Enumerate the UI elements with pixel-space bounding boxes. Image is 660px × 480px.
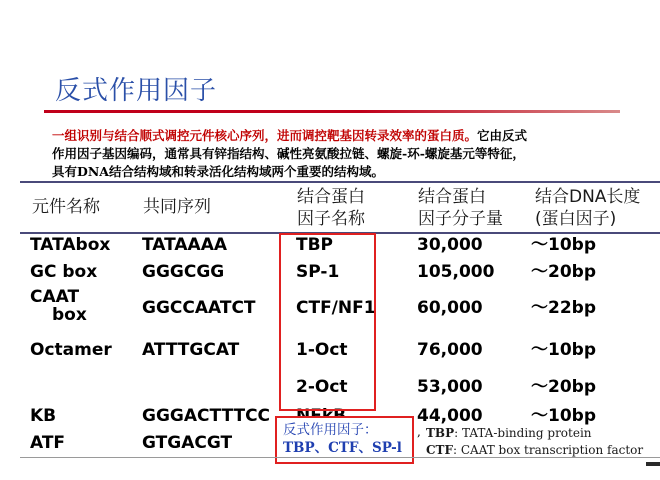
factor-highlight-box [279, 233, 376, 411]
intro-paragraph [52, 127, 632, 181]
header-len-l1: 结合DNA长度 [535, 187, 641, 207]
table-cell-mw: 76,000 [417, 340, 483, 360]
legend-ctf-desc: : CAAT box transcription factor [453, 443, 644, 457]
legend-separator: , [417, 425, 421, 439]
table-top-rule [20, 181, 660, 183]
table-cell-mw: 53,000 [417, 377, 483, 397]
header-mw-l1: 结合蛋白 [418, 187, 486, 207]
title-underline [44, 110, 620, 113]
legend-ctf [426, 443, 643, 457]
table-cell-mw: 105,000 [417, 262, 495, 282]
table-cell-factor: CTF/NF1 [296, 298, 376, 318]
table-cell-factor: 2-Oct [296, 377, 348, 397]
table-cell-sequence: GTGACGT [142, 433, 233, 453]
legend-tbp [426, 426, 592, 440]
header-factor-name-l2: 因子名称 [297, 209, 365, 229]
table-cell-element-l2: box [52, 305, 87, 325]
table-cell-length: ～20bp [531, 262, 596, 282]
bottom-rule [20, 457, 660, 458]
header-common-sequence: 共同序列 [143, 197, 211, 217]
table-cell-length: ～20bp [531, 377, 596, 397]
table-cell-element: TATAbox [30, 235, 111, 255]
header-mw-l2: 因子分子量 [418, 209, 503, 229]
table-cell-element: GC box [30, 262, 98, 282]
table-cell-length: ～10bp [531, 340, 596, 360]
header-len-l2: (蛋白因子) [535, 209, 617, 229]
table-cell-element: KB [30, 406, 57, 426]
header-dna-length [535, 186, 640, 230]
table-cell-factor: 1-Oct [296, 340, 348, 360]
table-cell-sequence: ATTTGCAT [142, 340, 240, 360]
table-cell-element-l1: CAAT [30, 287, 80, 307]
legend-ctf-abbr: CTF [426, 443, 453, 457]
intro-text-3: 具有DNA结合结构域和转录活化结构域两个重要的结构域。 [52, 164, 384, 179]
table-cell-sequence: GGGACTTTCC [142, 406, 271, 426]
header-factor-name [297, 186, 365, 230]
table-cell-factor: TBP [296, 235, 334, 255]
table-cell-mw: 60,000 [417, 298, 483, 318]
intro-text-2: 作用因子基因编码，通常具有锌指结构、碱性亮氨酸拉链、螺旋-环-螺旋基元等特征， [52, 146, 525, 161]
table-cell-element: ATF [30, 433, 66, 453]
table-cell-length: ～10bp [531, 235, 596, 255]
header-element-name: 元件名称 [32, 197, 100, 217]
table-cell-mw: 44,000 [417, 406, 483, 426]
callout-title: 反式作用因子： [283, 422, 378, 438]
table-cell-element: Octamer [30, 340, 112, 360]
table-cell-mw: 30,000 [417, 235, 483, 255]
table-cell-sequence: GGGCGG [142, 262, 225, 282]
intro-definition: 一组识别与结合顺式调控元件核心序列，进而调控靶基因转录效率的蛋白质。 [52, 128, 478, 143]
corner-mark [646, 462, 660, 466]
legend-tbp-desc: : TATA-binding protein [454, 426, 592, 440]
table-cell-factor: SP-1 [296, 262, 340, 282]
table-cell-sequence: TATAAAA [142, 235, 228, 255]
table-cell-length: ～10bp [531, 406, 596, 426]
table-cell-sequence: GGCCAATCT [142, 298, 256, 318]
legend-tbp-abbr: TBP [426, 426, 455, 440]
table-cell-length: ～22bp [531, 298, 596, 318]
callout-factors: TBP、CTF、SP-l [283, 440, 402, 456]
header-factor-name-l1: 结合蛋白 [297, 187, 365, 207]
header-molecular-weight [418, 186, 503, 230]
table-cell-element [30, 288, 87, 324]
page-title: 反式作用因子 [55, 76, 218, 106]
intro-text-1: 它由反式 [477, 128, 528, 143]
